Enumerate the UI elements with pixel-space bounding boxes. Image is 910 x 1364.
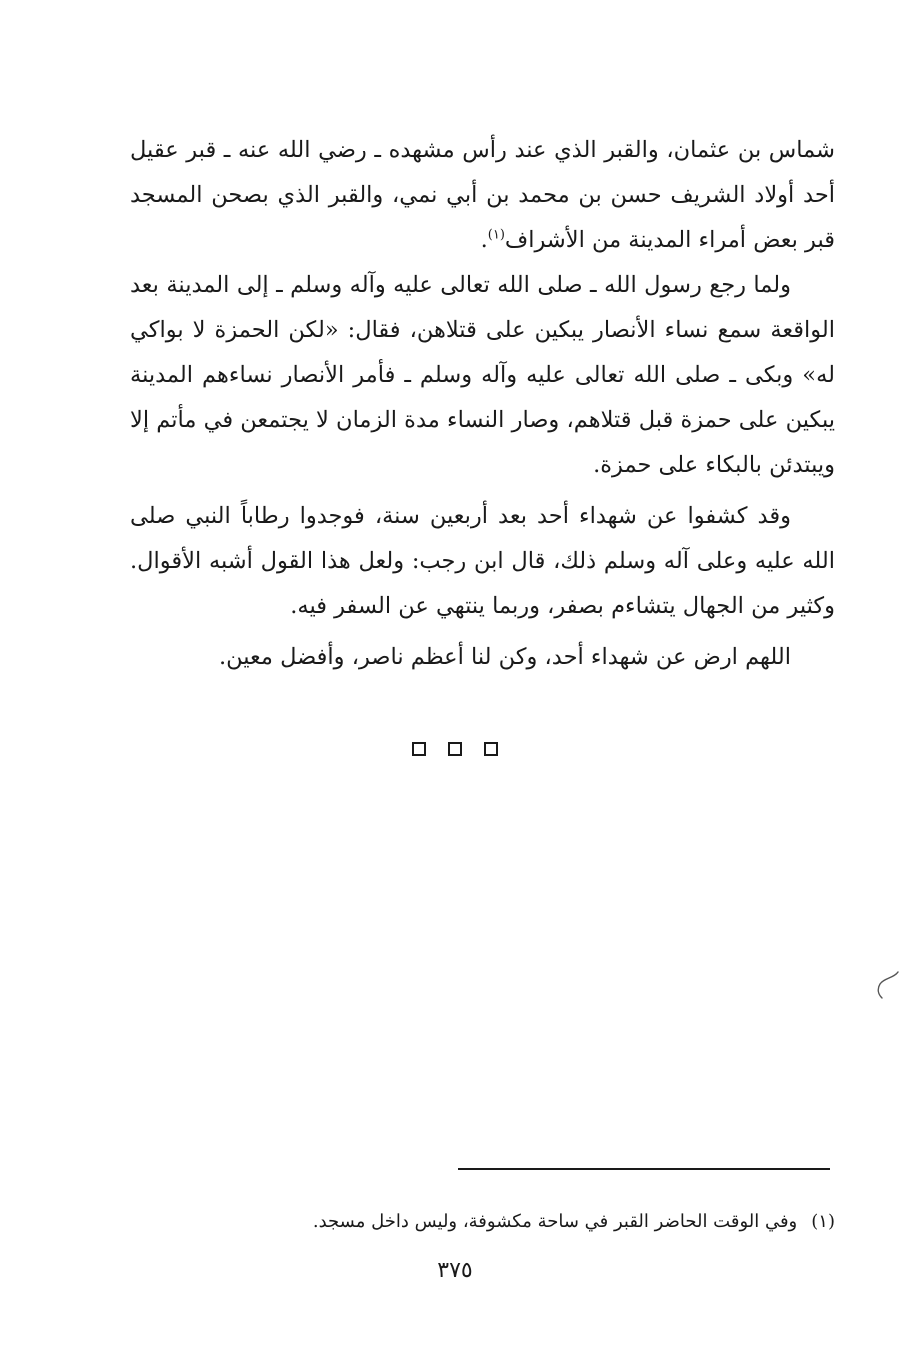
paragraph-3: وقد كشفوا عن شهداء أحد بعد أربعين سنة، فوجدوا رطاباً النبي صلى الله عليه وعلى آله وسلم ذلك، قال ابن رجب: ولعل هذا القول أشبه الأقوال. وكثير من الجهال يتشاءم بصفر، وربما ينتهي عن السفر فيه. bbox=[130, 503, 835, 619]
scan-artifact-icon bbox=[874, 970, 900, 1000]
footnote bbox=[130, 1206, 835, 1238]
divider-square-icon bbox=[448, 742, 462, 756]
paragraph-4: اللهم ارض عن شهداء أحد، وكن لنا أعظم ناصر، وأفضل معين. bbox=[218, 644, 791, 670]
footnote-separator bbox=[458, 1168, 830, 1170]
page-number: ٣٧٥ bbox=[437, 1258, 473, 1283]
paragraph-2: ولما رجع رسول الله ـ صلى الله تعالى عليه وآله وسلم ـ إلى المدينة بعد الواقعة سمع نساء الأنصار يبكين على قتلاهن، فقال: «لكن الحمزة لا بواكي له» وبكى ـ صلى الله تعالى عليه وآله وسلم ـ فأمر الأنصار نساءهم المدينة يبكين على حمزة قبل قتلاهم، وصار النساء مدة الزمان لا يجتمعن في مأتم إلا ويبتدئن بالبكاء على حمزة. bbox=[130, 272, 835, 478]
divider-square-icon bbox=[412, 742, 426, 756]
footnote-reference: (١) bbox=[487, 227, 505, 243]
footnote-text: وفي الوقت الحاضر القبر في ساحة مكشوفة، وليس داخل مسجد. bbox=[312, 1211, 798, 1232]
paragraph-1-text: شماس بن عثمان، والقبر الذي عند رأس مشهده ـ رضي الله عنه ـ قبر عقيل أحد أولاد الشريف حسن بن محمد بن أبي نمي، والقبر الذي بصحن المسجد قبر بعض أمراء المدينة من الأشراف bbox=[130, 137, 835, 253]
section-divider bbox=[0, 742, 910, 756]
main-text bbox=[130, 128, 835, 680]
paragraph-1 bbox=[130, 128, 835, 263]
footnote-marker: (١) bbox=[811, 1211, 835, 1232]
paragraph-1-ending: . bbox=[480, 227, 488, 253]
divider-square-icon bbox=[484, 742, 498, 756]
